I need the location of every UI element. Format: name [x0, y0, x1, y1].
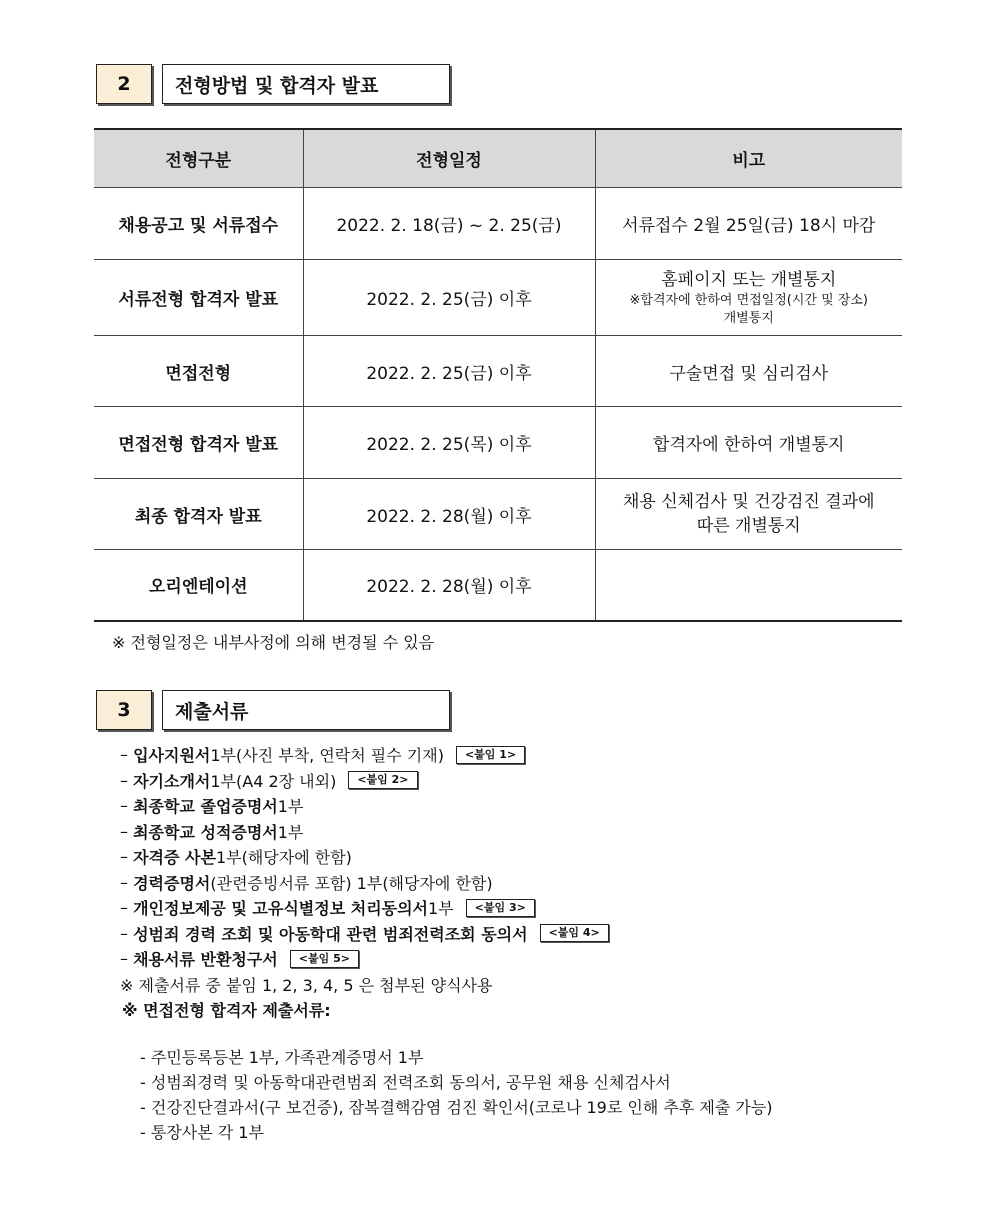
- attachment-tag: <붙임 1>: [456, 746, 525, 764]
- list-item: [120, 742, 609, 768]
- stage-cell: 서류전형 합격자 발표: [94, 260, 303, 336]
- table-row: [94, 407, 902, 479]
- stage-cell: 오리엔테이션: [94, 550, 303, 621]
- date-cell: 2022. 2. 18(금) ~ 2. 25(금): [303, 188, 595, 260]
- note-cell: [595, 479, 902, 550]
- date-cell: 2022. 2. 25(금) 이후: [303, 336, 595, 407]
- schedule-table: [94, 128, 902, 622]
- column-header: 비고: [595, 129, 902, 188]
- bullet: –: [120, 847, 128, 867]
- date-cell: 2022. 2. 25(금) 이후: [303, 260, 595, 336]
- list-item: - 통장사본 각 1부: [140, 1123, 264, 1142]
- document-name: 자기소개서: [133, 771, 211, 791]
- note-sub: 따른 개별통지: [696, 516, 801, 536]
- date-cell: 2022. 2. 25(목) 이후: [303, 407, 595, 479]
- section-number: 2: [96, 64, 152, 104]
- attachment-tag: <붙임 2>: [348, 771, 417, 789]
- bullet: –: [120, 898, 128, 918]
- stage-cell: 최종 합격자 발표: [94, 479, 303, 550]
- table-row: [94, 188, 902, 260]
- document-name: 성범죄 경력 조회 및 아동학대 관련 범죄전력조회 동의서: [133, 924, 528, 944]
- document-detail: 1부: [277, 797, 304, 817]
- list-item: [120, 844, 609, 870]
- document-detail: 1부(A4 2장 내외): [210, 771, 337, 791]
- list-item: - 건강진단결과서(구 보건증), 잠복결핵감염 검진 확인서(코로나 19로 인해 추후 제출 가능): [140, 1098, 773, 1117]
- note-main: 채용 신체검사 및 건강검진 결과에: [622, 492, 875, 512]
- note-cell: 합격자에 한하여 개별통지: [595, 407, 902, 479]
- note-cell: 구술면접 및 심리검사: [595, 336, 902, 407]
- note-sub: ※합격자에 한하여 면접일정(시간 및 장소): [629, 292, 868, 308]
- interview-docs-heading: ※ 면접전형 합격자 제출서류:: [122, 1001, 331, 1021]
- bullet: –: [120, 949, 128, 969]
- documents-note: ※ 제출서류 중 붙임 1, 2, 3, 4, 5 은 첨부된 양식사용: [120, 975, 493, 995]
- bullet: –: [120, 821, 128, 841]
- document-detail: 1부(해당자에 한함): [215, 848, 352, 868]
- note-sub: 개별통지: [723, 310, 774, 326]
- table-row: [94, 336, 902, 407]
- list-item: - 주민등록등본 1부, 가족관계증명서 1부: [140, 1048, 424, 1067]
- list-item: [120, 819, 609, 845]
- bullet: –: [120, 796, 128, 816]
- list-item: [120, 895, 609, 921]
- list-item: - 성범죄경력 및 아동학대관련범죄 전력조회 동의서, 공무원 채용 신체검사서: [140, 1073, 671, 1092]
- date-cell: 2022. 2. 28(월) 이후: [303, 550, 595, 621]
- attachment-tag: <붙임 5>: [290, 950, 359, 968]
- document-detail: 1부(사진 부착, 연락처 필수 기재): [210, 746, 444, 766]
- column-header: 전형구분: [94, 129, 303, 188]
- list-item: [120, 768, 609, 794]
- stage-cell: 면접전형 합격자 발표: [94, 407, 303, 479]
- document-detail: 1부: [277, 822, 304, 842]
- column-header: 전형일정: [303, 129, 595, 188]
- document-name: 입사지원서: [133, 746, 211, 766]
- table-row: [94, 550, 902, 621]
- list-item: [120, 793, 609, 819]
- date-cell: 2022. 2. 28(월) 이후: [303, 479, 595, 550]
- document-name: 경력증명서: [133, 873, 211, 893]
- document-name: 개인정보제공 및 고유식별정보 처리동의서: [133, 899, 429, 919]
- documents-list: [120, 742, 609, 1023]
- document-detail: (관련증빙서류 포함) 1부(해당자에 한함): [210, 873, 493, 893]
- note-cell: 서류접수 2월 25일(금) 18시 마감: [595, 188, 902, 260]
- attachment-tag: <붙임 4>: [540, 924, 609, 942]
- note-cell: [595, 260, 902, 336]
- table-header-row: [94, 129, 902, 188]
- bullet: –: [120, 872, 128, 892]
- document-name: 최종학교 성적증명서: [133, 822, 278, 842]
- document-name: 채용서류 반환청구서: [133, 950, 278, 970]
- table-row: [94, 479, 902, 550]
- stage-cell: 채용공고 및 서류접수: [94, 188, 303, 260]
- document-detail: 1부: [428, 899, 454, 919]
- document-name: 최종학교 졸업증명서: [133, 797, 278, 817]
- list-item: [120, 870, 609, 896]
- table-row: [94, 260, 902, 336]
- section-title: 전형방법 및 합격자 발표: [162, 64, 450, 104]
- list-item: [120, 946, 609, 972]
- note-main: 홈페이지 또는 개별통지: [661, 269, 837, 290]
- schedule-footnote: ※ 전형일정은 내부사정에 의해 변경될 수 있음: [112, 633, 435, 652]
- interview-docs-list: [140, 1044, 773, 1144]
- section-number: 3: [96, 690, 152, 730]
- note-cell: [595, 550, 902, 621]
- attachment-tag: <붙임 3>: [466, 899, 535, 917]
- stage-cell: 면접전형: [94, 336, 303, 407]
- section-title: 제출서류: [162, 690, 450, 730]
- bullet: –: [120, 745, 128, 765]
- bullet: –: [120, 770, 128, 790]
- bullet: –: [120, 923, 128, 943]
- list-item: [120, 921, 609, 947]
- document-name: 자격증 사본: [133, 848, 216, 868]
